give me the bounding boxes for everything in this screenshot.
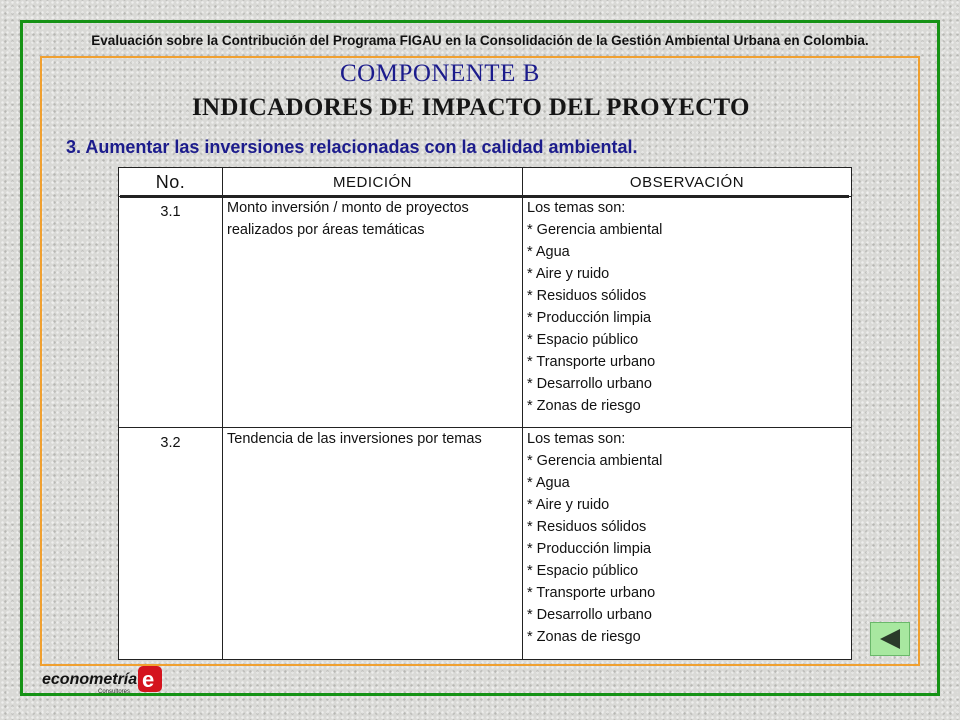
observacion-line: * Residuos sólidos xyxy=(527,288,647,304)
medicion-line: Monto inversión / monto de proyectos xyxy=(227,200,469,216)
logo-subtext: Consultores xyxy=(98,689,131,695)
header-double-rule xyxy=(120,195,849,198)
indicators-table xyxy=(118,167,852,660)
observacion-line: * Gerencia ambiental xyxy=(527,222,663,238)
observacion-line: * Desarrollo urbano xyxy=(527,376,652,392)
back-arrow-icon xyxy=(878,628,902,650)
observacion-line: * Producción limpia xyxy=(527,310,652,326)
header-text: Evaluación sobre la Contribución del Programa FIGAU en la Consolidación de la Gestión Ambiental Urbana en Colombia. xyxy=(91,33,869,48)
observacion-line: Los temas son: xyxy=(527,200,626,216)
medicion-line: realizados por áreas temáticas xyxy=(227,222,425,238)
observacion-line: * Producción limpia xyxy=(527,541,652,557)
row-medicion xyxy=(223,428,523,660)
observacion-line: * Espacio público xyxy=(527,332,639,348)
row-number: 3.1 xyxy=(119,197,223,428)
observacion-line: * Transporte urbano xyxy=(527,585,656,601)
observacion-line: * Transporte urbano xyxy=(527,354,656,370)
table-header-row xyxy=(119,168,852,197)
observacion-line: * Zonas de riesgo xyxy=(527,629,641,645)
observacion-line: * Aire y ruido xyxy=(527,497,610,513)
header-medicion: MEDICIÓN xyxy=(223,168,523,197)
row-observacion xyxy=(523,197,852,428)
component-title: COMPONENTE B xyxy=(340,60,540,87)
logo-mark-icon xyxy=(40,664,170,696)
row-medicion xyxy=(223,197,523,428)
back-button[interactable] xyxy=(870,622,910,656)
observacion-line: * Residuos sólidos xyxy=(527,519,647,535)
header-no: No. xyxy=(119,168,223,197)
observacion-line: Los temas son: xyxy=(527,431,626,447)
svg-text:e: e xyxy=(142,667,155,692)
observacion-line: * Aire y ruido xyxy=(527,266,610,282)
observacion-line: * Gerencia ambiental xyxy=(527,453,663,469)
observacion-line: * Espacio público xyxy=(527,563,639,579)
observacion-line: * Agua xyxy=(527,475,570,491)
table-row xyxy=(119,197,852,428)
row-observacion xyxy=(523,428,852,660)
row-number: 3.2 xyxy=(119,428,223,660)
logo-text: econometría xyxy=(42,671,138,688)
observacion-line: * Agua xyxy=(527,244,570,260)
subtitle: 3. Aumentar las inversiones relacionadas con la calidad ambiental. xyxy=(66,137,638,157)
table-row xyxy=(119,428,852,660)
econometria-logo xyxy=(40,664,170,696)
observacion-line: * Zonas de riesgo xyxy=(527,398,641,414)
medicion-line: Tendencia de las inversiones por temas xyxy=(227,431,482,447)
observacion-line: * Desarrollo urbano xyxy=(527,607,652,623)
main-title: INDICADORES DE IMPACTO DEL PROYECTO xyxy=(192,94,750,121)
header-observacion: OBSERVACIÓN xyxy=(523,168,852,197)
